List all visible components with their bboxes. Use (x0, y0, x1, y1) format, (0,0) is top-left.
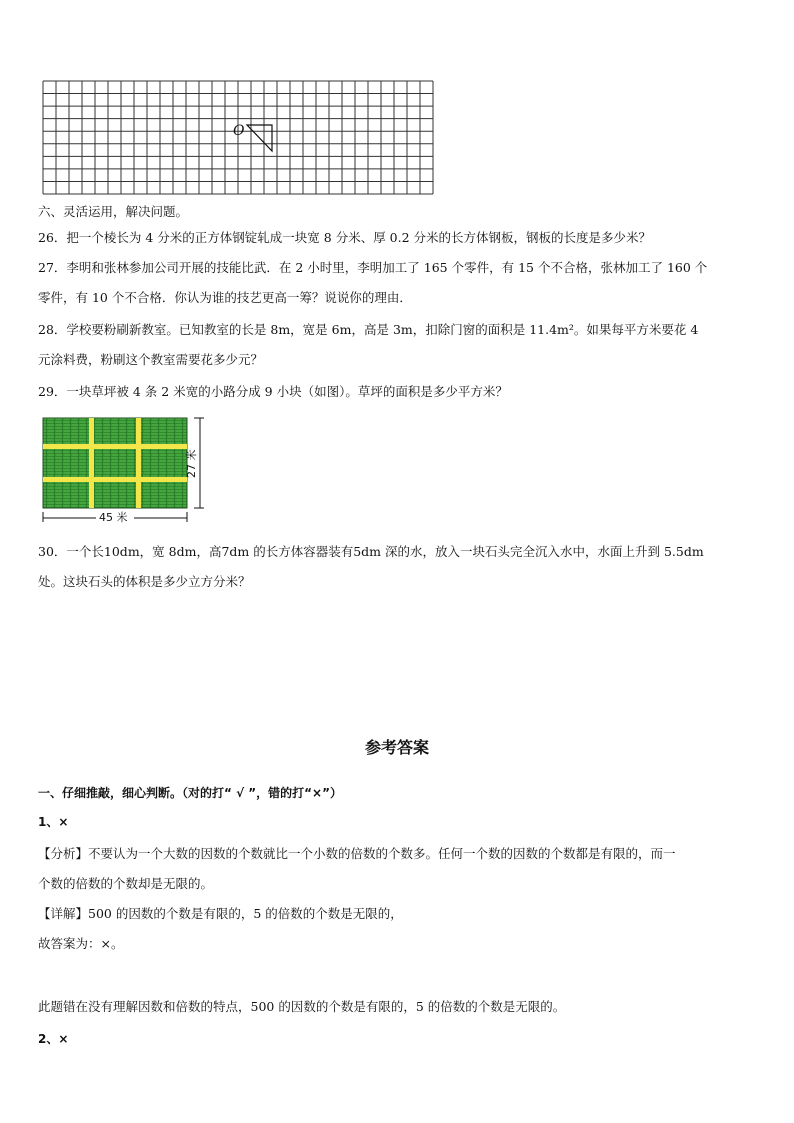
question-27-line1: 27．李明和张林参加公司开展的技能比武．在 2 小时里，李明加工了 165 个零件，有 15 个不合格，张林加工了 160 个 (38, 260, 708, 275)
answer-1-detail: 【详解】500 的因数的个数是有限的，5 的倍数的个数是无限的， (38, 906, 403, 921)
origin-label: O (233, 123, 245, 139)
question-28-line1: 28．学校要粉刷新教室。已知教室的长是 8m，宽是 6m，高是 3m，扣除门窗的面积是 11.4m²。如果每平方米要花 4 (38, 322, 699, 337)
answers-section1-heading: 一、仔细推敲，细心判断。（对的打“ √ ”，错的打“×”） (38, 786, 342, 800)
height-label: 27 米 (185, 449, 198, 478)
section6-heading: 六、灵活运用，解决问题。 (38, 204, 189, 219)
question-30-line1: 30．一个长10dm，宽 8dm，高7dm 的长方体容器装有5dm 深的水，放入一块石头完全沉入水中，水面上升到 5.5dm (38, 544, 704, 559)
path-vertical-2 (136, 418, 141, 508)
question-27-line2: 零件，有 10 个不合格．你认为谁的技艺更高一筹？说说你的理由． (38, 290, 412, 305)
path-horizontal-1 (43, 444, 187, 449)
answer-1-conclusion: 故答案为：×。 (38, 936, 124, 951)
question-26: 26．把一个棱长为 4 分米的正方体钢锭轧成一块宽 8 分米、厚 0.2 分米的长方体钢板，钢板的长度是多少米？ (38, 230, 652, 245)
answer-1-note: 此题错在没有理解因数和倍数的特点，500 的因数的个数是有限的，5 的倍数的个数是无限的。 (38, 999, 566, 1014)
answer-1-label: 1、× (38, 815, 69, 829)
answer-2-label: 2、× (38, 1032, 69, 1046)
question-28-line2: 元涂料费，粉刷这个教室需要花多少元？ (38, 352, 264, 367)
question-29: 29．一块草坪被 4 条 2 米宽的小路分成 9 小块（如图）。草坪的面积是多少平方米？ (38, 384, 508, 399)
coordinate-grid-figure (42, 80, 434, 196)
path-horizontal-2 (43, 477, 187, 482)
answers-title: 参考答案 (364, 738, 429, 757)
lawn-area (43, 418, 187, 508)
width-label: 45 米 (99, 511, 128, 524)
answer-1-analysis-line1: 【分析】不要认为一个大数的因数的个数就比一个小数的倍数的个数多。任何一个数的因数的个数都是有限的，而一 (38, 846, 676, 861)
answer-1-analysis-line2: 个数的倍数的个数却是无限的。 (38, 876, 214, 891)
question-30-line2: 处。这块石头的体积是多少立方分米？ (38, 574, 251, 589)
lawn-figure (36, 414, 216, 526)
path-vertical-1 (89, 418, 94, 508)
